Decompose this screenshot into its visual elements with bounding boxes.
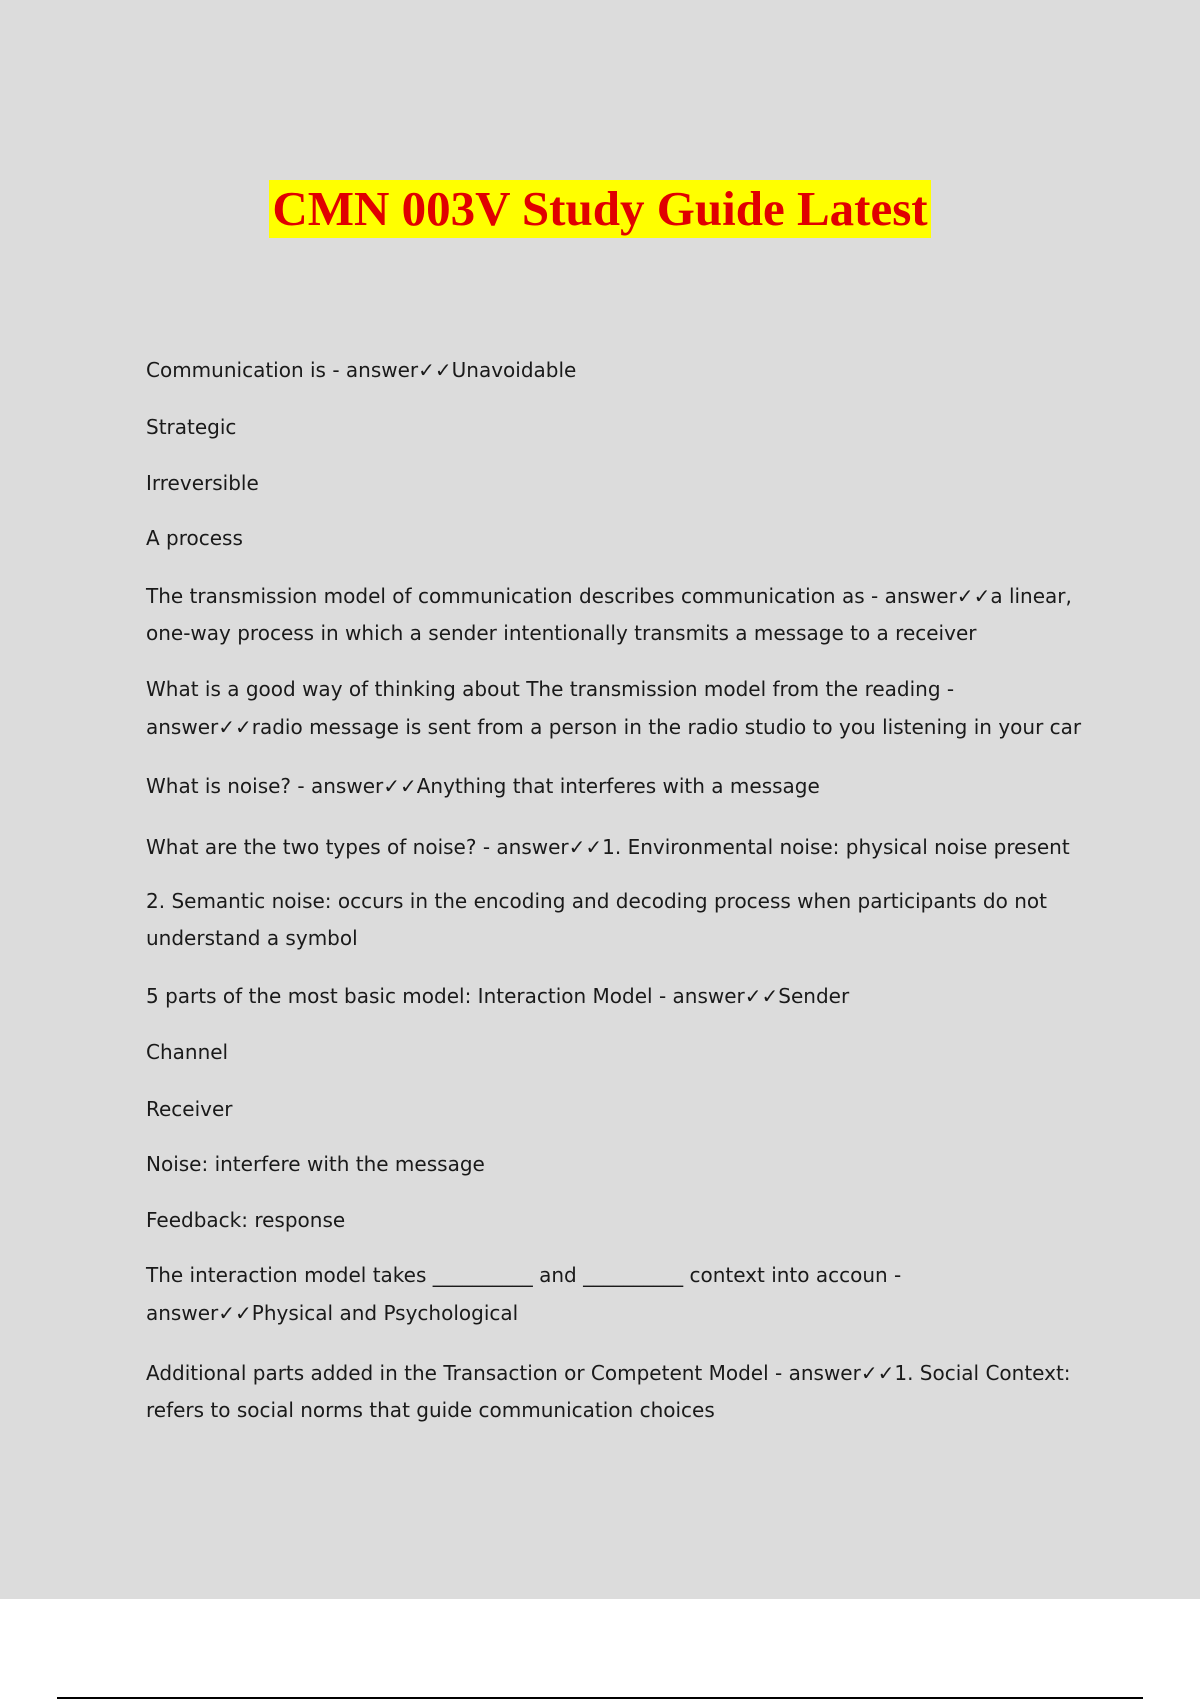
page-title: CMN 003V Study Guide Latest bbox=[269, 180, 930, 238]
qa-item-communication-is: Communication is - answer✓✓Unavoidable bbox=[146, 358, 577, 382]
answer-line-strategic: Strategic bbox=[146, 415, 237, 439]
qa-item-transmission-reading-line-1: What is a good way of thinking about The transmission model from the reading - bbox=[146, 677, 955, 701]
qa-item-transaction-model-line-1: Additional parts added in the Transaction or Competent Model - answer✓✓1. Social Context: bbox=[146, 1361, 1071, 1385]
qa-item-interaction-context-line-1: The interaction model takes __________ and __________ context into accoun - bbox=[146, 1263, 902, 1287]
qa-item-transmission-model-line-1: The transmission model of communication describes communication as - answer✓✓a linear, bbox=[146, 584, 1072, 608]
answer-line-feedback: Feedback: response bbox=[146, 1208, 346, 1232]
answer-line-semantic-noise-2: understand a symbol bbox=[146, 926, 358, 950]
answer-line-irreversible: Irreversible bbox=[146, 471, 259, 495]
answer-line-noise: Noise: interfere with the message bbox=[146, 1152, 485, 1176]
footer-divider bbox=[57, 1697, 1143, 1699]
qa-item-what-is-noise: What is noise? - answer✓✓Anything that interferes with a message bbox=[146, 774, 820, 798]
qa-item-transaction-model-line-2: refers to social norms that guide communication choices bbox=[146, 1398, 715, 1422]
qa-item-interaction-context-line-2: answer✓✓Physical and Psychological bbox=[146, 1301, 519, 1325]
qa-item-transmission-model-line-2: one-way process in which a sender intentionally transmits a message to a receiver bbox=[146, 621, 977, 645]
answer-line-receiver: Receiver bbox=[146, 1097, 233, 1121]
answer-line-a-process: A process bbox=[146, 526, 243, 550]
title-container bbox=[0, 180, 1200, 238]
qa-item-transmission-reading-line-2: answer✓✓radio message is sent from a person in the radio studio to you listening in your car bbox=[146, 715, 1082, 739]
qa-item-interaction-model-parts: 5 parts of the most basic model: Interaction Model - answer✓✓Sender bbox=[146, 984, 850, 1008]
answer-line-channel: Channel bbox=[146, 1040, 229, 1064]
qa-item-two-types-of-noise: What are the two types of noise? - answer✓✓1. Environmental noise: physical noise present bbox=[146, 835, 1070, 859]
answer-line-semantic-noise-1: 2. Semantic noise: occurs in the encoding and decoding process when participants do not bbox=[146, 889, 1047, 913]
